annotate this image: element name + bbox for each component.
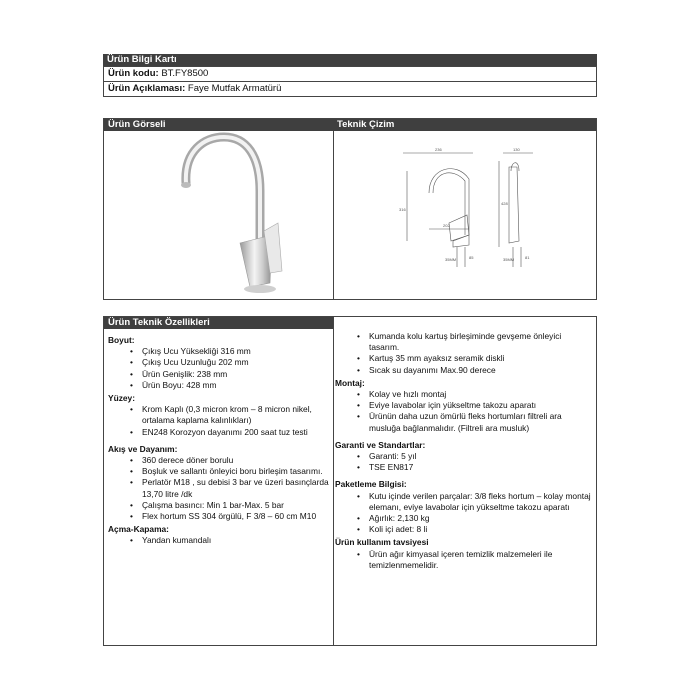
boyut-title: Boyut: [108,335,135,345]
image-panels [103,118,597,300]
list-item: • Çalışma basıncı: Min 1 bar-Max. 5 bar [108,500,329,511]
acma-list [108,535,329,546]
specs-left-column [104,317,334,645]
list-item: • Ürün Boyu: 428 mm [108,380,329,391]
kartus-list [335,331,592,376]
info-block [103,66,597,97]
list-item: • TSE EN817 [335,462,592,473]
specs-right-content [335,331,592,571]
specs-left-content [108,333,329,547]
product-desc-label: Ürün Açıklaması: [108,83,186,94]
list-item: • Çıkış Ucu Yüksekliği 316 mm [108,346,329,357]
list-item: • Kolay ve hızlı montaj [335,389,592,400]
akis-title: Akış ve Dayanım: [108,443,178,454]
list-item: • Garanti: 5 yıl [335,451,592,462]
garanti-title: Garanti ve Standartlar: [335,439,426,450]
kullanim-title: Ürün kullanım tavsiyesi [335,537,429,548]
list-item: • Flex hortum SS 304 örgülü, F 3/8 – 60 cm M10 [108,511,329,522]
product-code-label: Ürün kodu: [108,68,159,79]
dim-base-left: 35MM [445,257,457,262]
dim-height: 428 [501,201,508,206]
dim-side-top: 130 [513,147,520,152]
product-desc-value: Faye Mutfak Armatürü [187,83,282,94]
technical-drawing-title: Teknik Çizim [333,119,596,131]
specs-right-column [333,317,596,645]
list-item: • Kumanda kolu kartuş birleşiminde gevşeme önleyici tasarım. [335,331,592,353]
list-item: • Ürün ağır kimyasal içeren temizlik malzemeleri ile temizlenmemelidir. [335,549,592,571]
faucet-image [104,131,333,299]
specs-panels [103,316,597,646]
list-item: • Yandan kumandalı [108,535,329,546]
dim-reach: 202 [443,223,450,228]
acma-title: Açma-Kapama: [108,524,169,535]
card-title: Ürün Bilgi Kartı [103,54,597,66]
list-item: • Eviye lavabolar için yükseltme takozu aparatı [335,400,592,411]
list-item: • Ağırlık: 2,130 kg [335,513,592,524]
list-item: • Koli içi adet: 8 li [335,524,592,535]
boyut-list [108,346,329,391]
yuzey-list [108,404,329,438]
list-item: • Ürünün daha uzun ömürlü fleks hortumları filtreli ara musluğa bağlanmalıdır. (Filtreli ara musluk) [335,411,592,433]
product-image-title: Ürün Görseli [104,119,333,131]
montaj-list [335,389,592,434]
product-image-panel [104,119,334,299]
technical-drawing-panel [333,119,596,299]
dim-base-right: 85 [469,255,474,260]
paket-list [335,491,592,536]
kullanim-list [335,549,592,571]
list-item: • Krom Kaplı (0,3 micron krom – 8 micron nikel, ortalama kaplama kalınlıkları) [108,404,329,426]
list-item: • Çıkış Ucu Uzunluğu 202 mm [108,357,329,368]
akis-list [108,455,329,522]
yuzey-title: Yüzey: [108,393,135,404]
dim-width-top: 236 [435,147,442,152]
list-item: • Boşluk ve sallantı önleyici boru birleşim tasarımı. [108,466,329,477]
product-code-row [104,66,596,81]
list-item: • 360 derece döner borulu [108,455,329,466]
montaj-title: Montaj: [335,377,365,388]
list-item: • EN248 Korozyon dayanımı 200 saat tuz testi [108,427,329,438]
list-item: • Sıcak su dayanımı Max.90 derece [335,365,592,376]
product-code-value: BT.FY8500 [161,68,209,79]
faucet-photo-icon [104,131,332,299]
technical-drawing-icon [333,131,596,299]
list-item: • Ürün Genişlik: 238 mm [108,369,329,380]
list-item: • Perlatör M18 , su debisi 3 bar ve üzeri basınçlarda 13,70 litre /dk [108,477,329,499]
product-desc-row [104,81,596,96]
product-info-card [103,54,597,97]
dim-side-base-right: 81 [525,255,530,260]
technical-drawing [333,131,596,299]
list-item: • Kutu içinde verilen parçalar: 3/8 fleks hortum – kolay montaj elemanı, eviye lavabolar için yükseltme takozu aparatı [335,491,592,513]
list-item: • Kartuş 35 mm ayaksız seramik diskli [335,353,592,364]
dim-spout-height: 316 [399,207,406,212]
garanti-list [335,451,592,473]
specs-title: Ürün Teknik Özellikleri [104,317,333,329]
dim-side-base-left: 35MM [503,257,515,262]
paket-title: Paketleme Bilgisi: [335,479,407,490]
